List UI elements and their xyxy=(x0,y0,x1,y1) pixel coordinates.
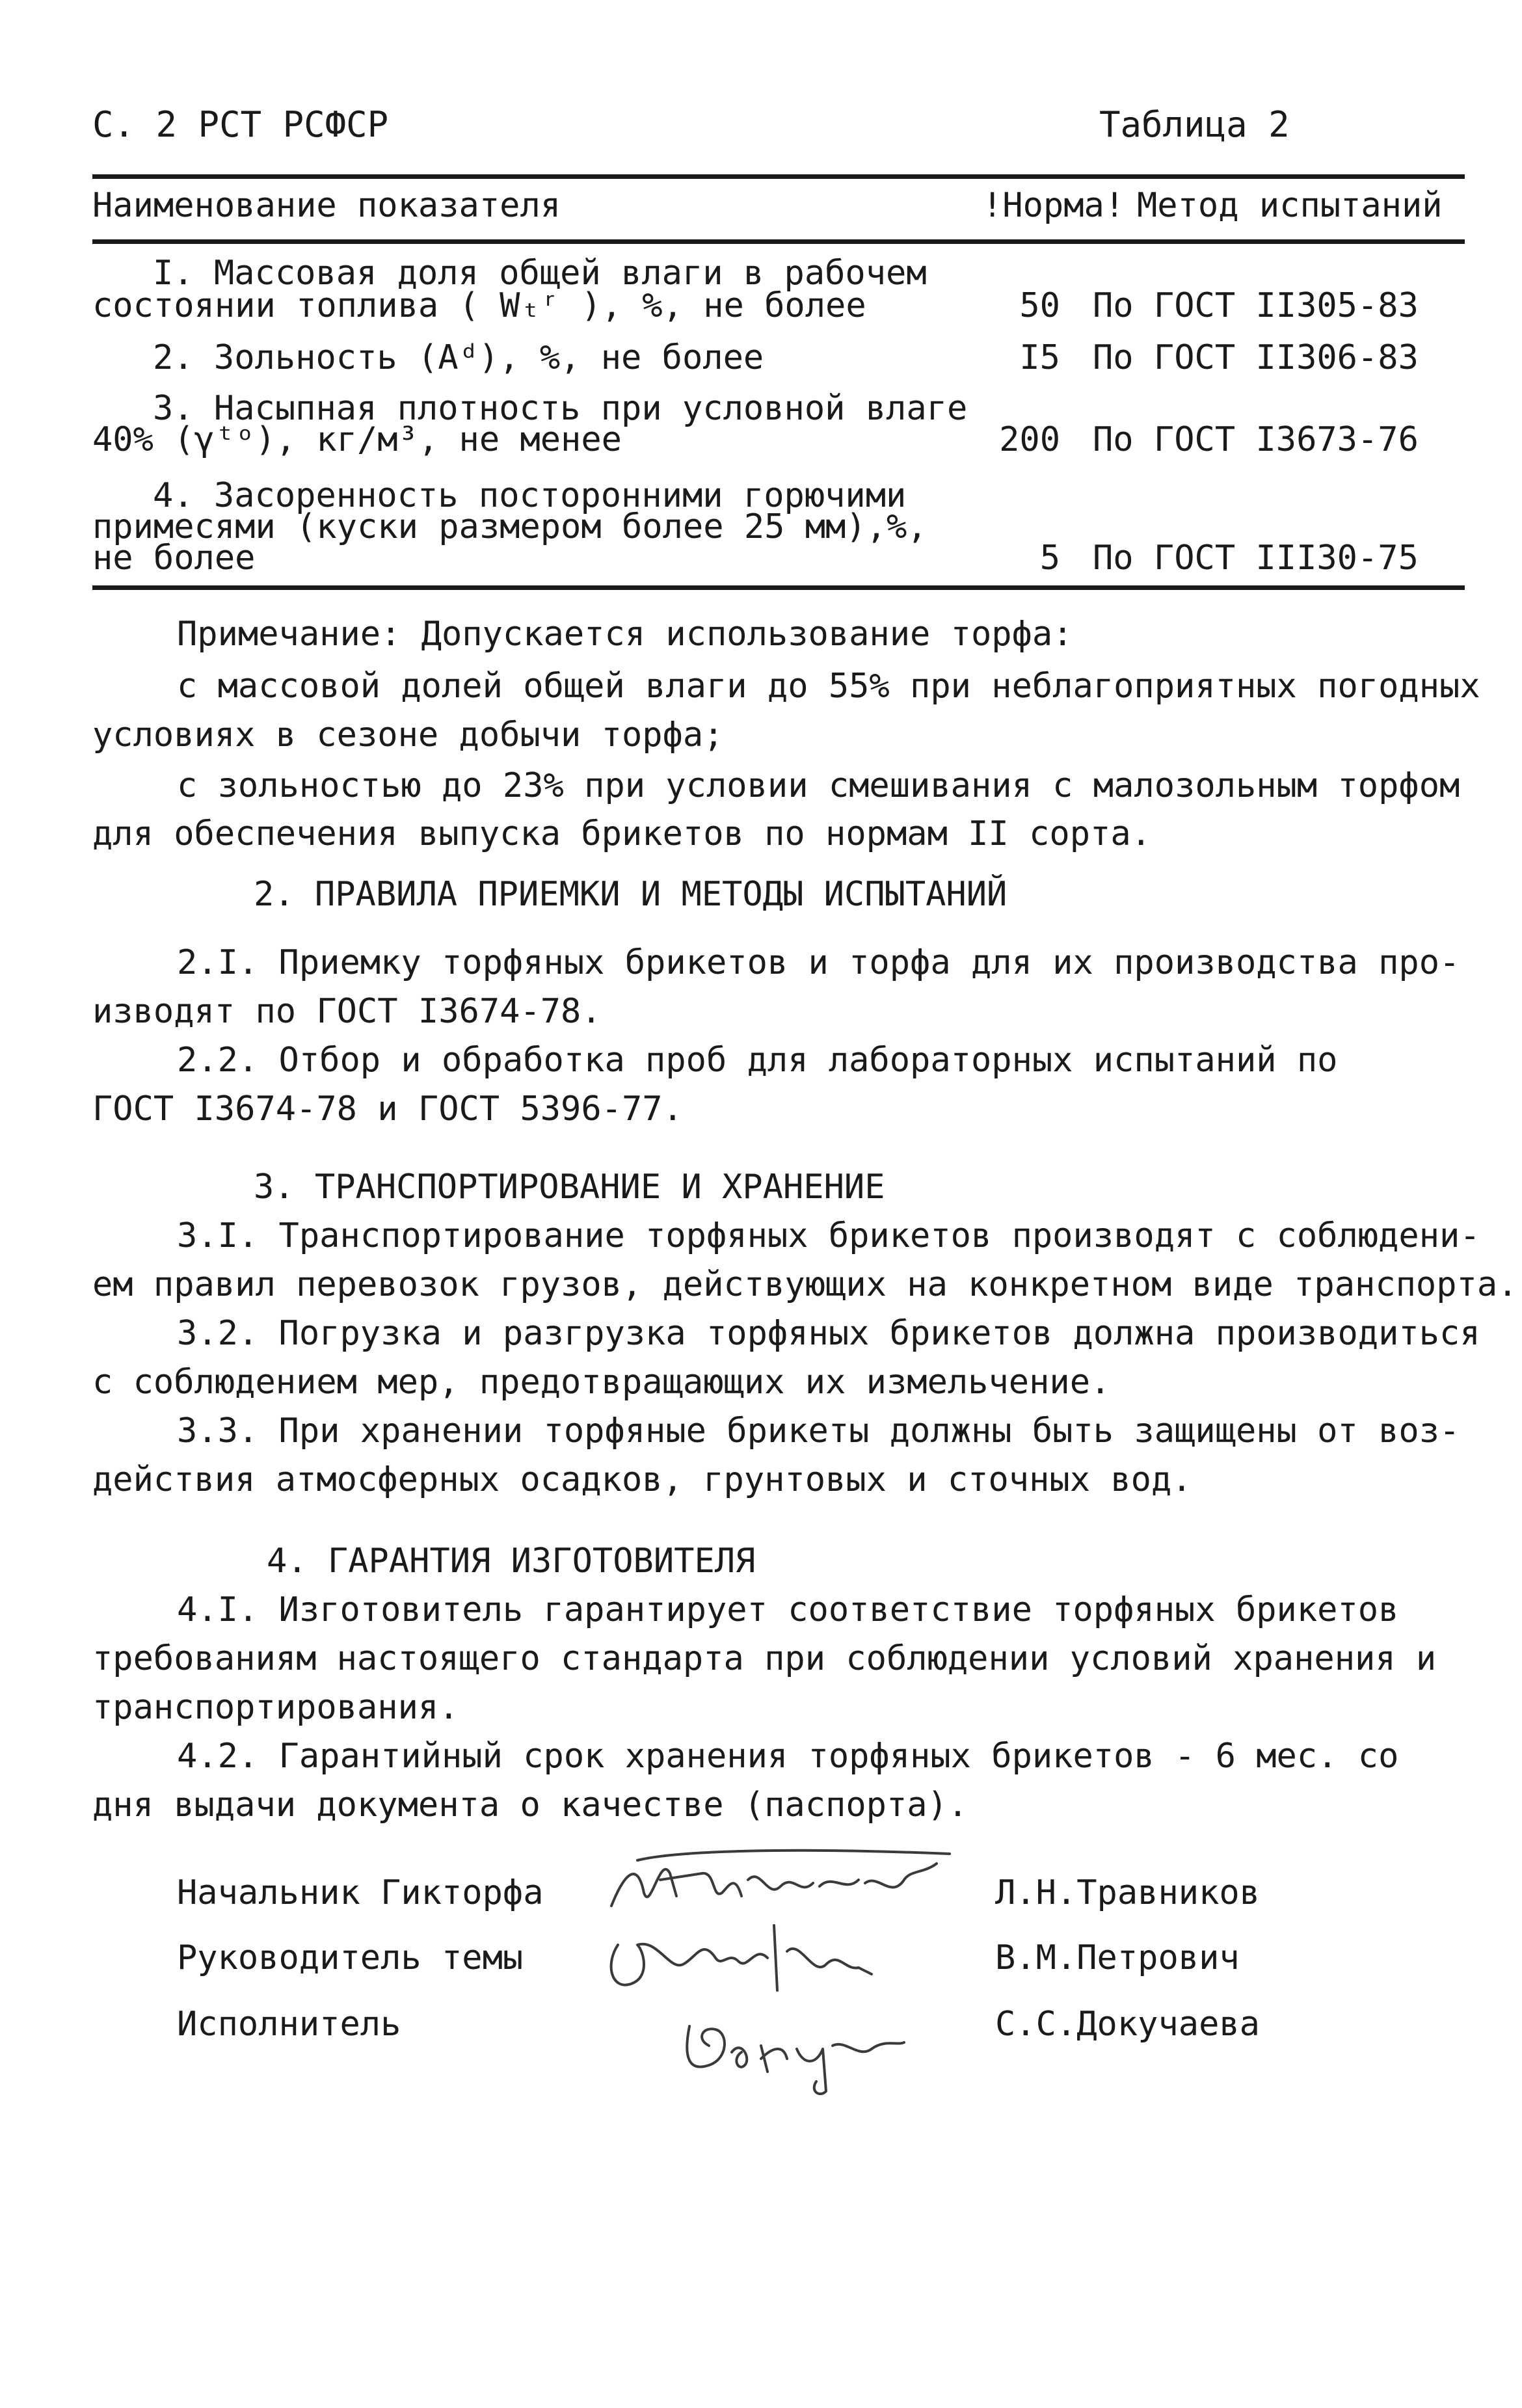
signature-name-3: С.С.Докучаева xyxy=(995,2005,1260,2044)
note-line-4: с зольностью до 23% при условии смешивания с малозольным торфом xyxy=(177,766,1460,805)
note-line-1: Примечание: Допускается использование торфа: xyxy=(177,615,1073,654)
signature-image-2 xyxy=(598,1912,898,2003)
table-row-1-line-1: I. Массовая доля общей влаги в рабочем xyxy=(153,254,927,293)
section-2-line-2: изводят по ГОСТ I3674-78. xyxy=(92,992,602,1031)
column-header-name: Наименование показателя xyxy=(92,186,561,225)
section-4-line-1: 4.I. Изготовитель гарантирует соответствие торфяных брикетов xyxy=(177,1590,1399,1629)
table-row-3-line-2: 40% (γᵗᵒ), кг/м³, не менее xyxy=(92,420,622,459)
table-row-4-line-3: не более xyxy=(92,539,256,578)
table-row-1-norm: 50 xyxy=(1019,286,1060,325)
section-2-line-3: 2.2. Отбор и обработка проб для лабораторных испытаний по xyxy=(177,1041,1338,1080)
table-caption: Таблица 2 xyxy=(1099,104,1290,145)
section-3-line-3: 3.2. Погрузка и разгрузка торфяных брикетов должна производиться xyxy=(177,1314,1480,1353)
table-row-3-line-1: 3. Насыпная плотность при условной влаге xyxy=(153,389,968,428)
section-2-line-4: ГОСТ I3674-78 и ГОСТ 5396-77. xyxy=(92,1090,683,1129)
table-row-2-method: По ГОСТ II306-83 xyxy=(1093,338,1419,377)
section-4-title: 4. ГАРАНТИЯ ИЗГОТОВИТЕЛЯ xyxy=(267,1542,756,1581)
table-row-4-line-2: примесями (куски размером более 25 мм),%, xyxy=(92,507,928,546)
signature-image-3 xyxy=(670,2000,917,2104)
section-2-line-1: 2.I. Приемку торфяных брикетов и торфа для их производства про- xyxy=(177,943,1460,982)
section-4-line-3: транспортирования. xyxy=(92,1688,459,1727)
table-top-rule xyxy=(92,174,1465,179)
section-3-line-4: с соблюдением мер, предотвращающих их измельчение. xyxy=(92,1363,1111,1402)
signature-role-2: Руководитель темы xyxy=(177,1938,524,1977)
signature-name-2: В.М.Петрович xyxy=(995,1938,1240,1977)
signature-role-1: Начальник Гикторфа xyxy=(177,1873,544,1912)
note-line-3: условиях в сезоне добычи торфа; xyxy=(92,716,724,755)
signature-image-1 xyxy=(598,1834,963,1925)
table-row-1-method: По ГОСТ II305-83 xyxy=(1093,286,1419,325)
table-header-rule xyxy=(92,239,1465,244)
section-3-line-2: ем правил перевозок грузов, действующих на конкретном виде транспорта. xyxy=(92,1265,1518,1304)
table-row-4-method: По ГОСТ III30-75 xyxy=(1093,539,1419,578)
section-4-line-2: требованиям настоящего стандарта при соблюдении условий хранения и xyxy=(92,1639,1437,1678)
note-line-2: с массовой долей общей влаги до 55% при неблагоприятных погодных xyxy=(177,667,1480,706)
column-header-method: Метод испытаний xyxy=(1137,186,1443,225)
table-row-1-line-2: состоянии топлива ( Wₜʳ ), %, не более xyxy=(92,286,866,325)
table-row-3-method: По ГОСТ I3673-76 xyxy=(1093,420,1419,459)
page-header-left: С. 2 РСТ РСФСР xyxy=(92,104,389,145)
table-row-2-norm: I5 xyxy=(1019,338,1060,377)
section-3-line-1: 3.I. Транспортирование торфяных брикетов производят с соблюдени- xyxy=(177,1216,1480,1255)
signature-name-1: Л.Н.Травников xyxy=(995,1873,1260,1912)
section-4-line-4: 4.2. Гарантийный срок хранения торфяных брикетов - 6 мес. со xyxy=(177,1737,1399,1776)
section-4-line-5: дня выдачи документа о качестве (паспорта). xyxy=(92,1786,968,1825)
column-header-norm: !Норма! xyxy=(982,186,1125,225)
section-3-line-6: действия атмосферных осадков, грунтовых и сточных вод. xyxy=(92,1460,1192,1499)
table-row-3-norm: 200 xyxy=(999,420,1060,459)
table-row-4-norm: 5 xyxy=(1039,539,1060,578)
table-row-4-line-1: 4. Засоренность посторонними горючими xyxy=(153,476,907,515)
section-3-title: 3. ТРАНСПОРТИРОВАНИЕ И ХРАНЕНИЕ xyxy=(254,1168,885,1207)
note-line-5: для обеспечения выпуска брикетов по нормам II сорта. xyxy=(92,814,1151,853)
section-3-line-5: 3.3. При хранении торфяные брикеты должны быть защищены от воз- xyxy=(177,1411,1460,1451)
section-2-title: 2. ПРАВИЛА ПРИЕМКИ И МЕТОДЫ ИСПЫТАНИЙ xyxy=(254,875,1008,914)
table-row-2-line-1: 2. Зольность (Aᵈ), %, не более xyxy=(153,338,764,377)
signature-role-3: Исполнитель xyxy=(177,2005,401,2044)
table-bottom-rule xyxy=(92,585,1465,590)
